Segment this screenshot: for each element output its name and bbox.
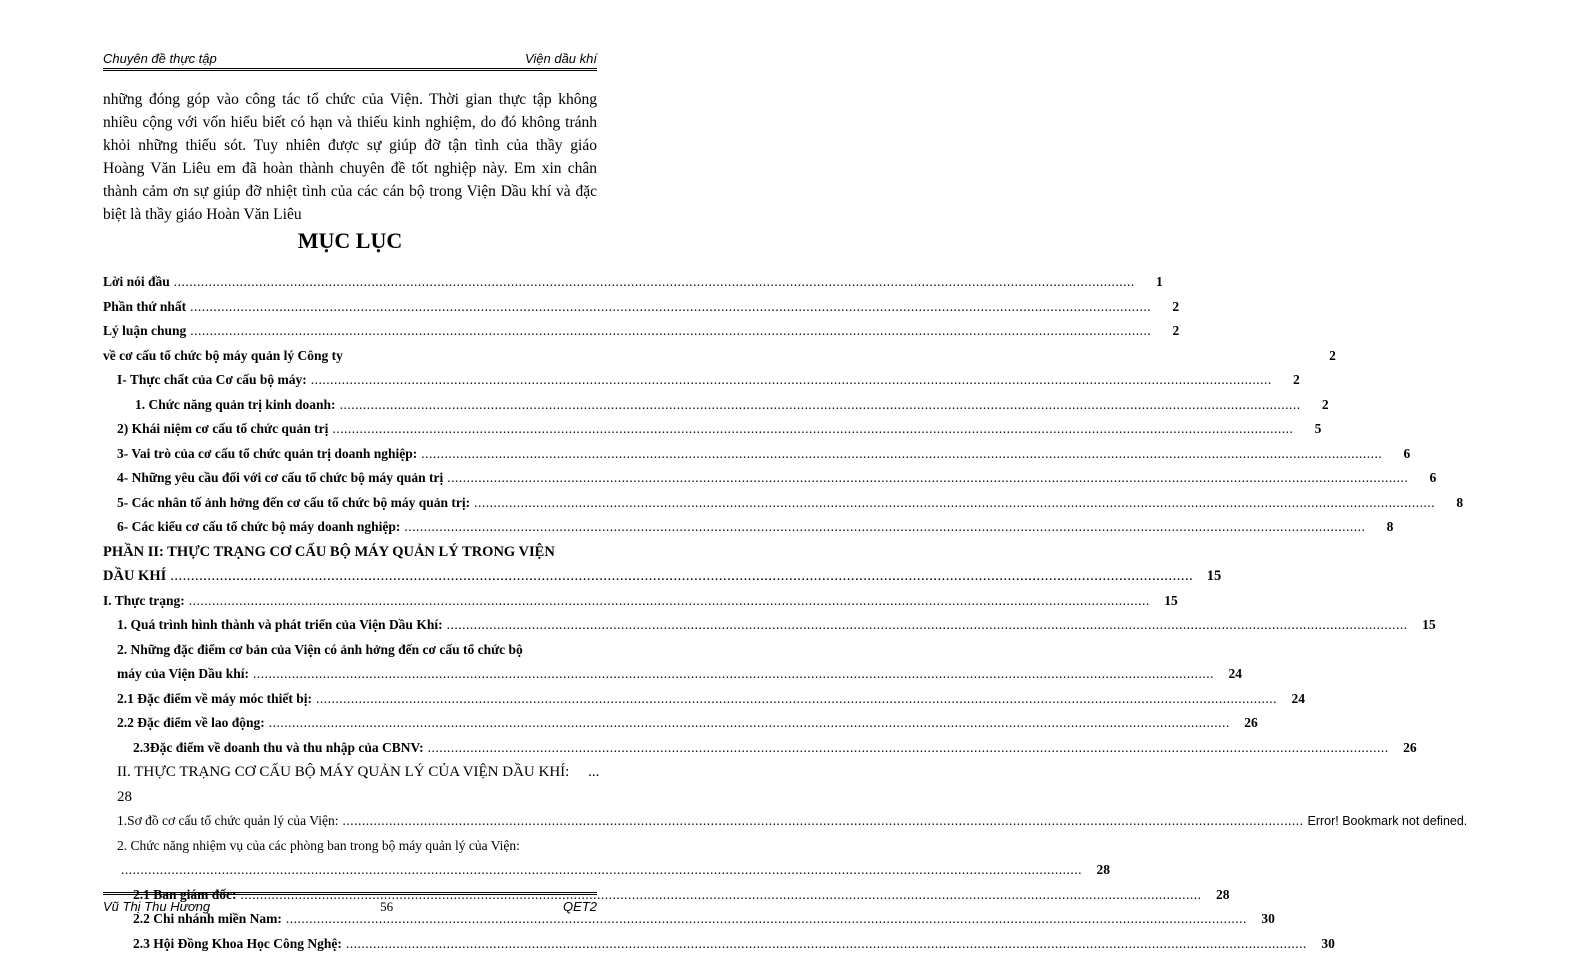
toc-entry-page: 2 <box>1172 323 1180 338</box>
toc-leader <box>474 491 1435 516</box>
toc-leader <box>421 442 1382 467</box>
toc-entry[interactable] <box>103 858 1110 883</box>
toc-entry-text: Phần thứ nhất <box>103 298 187 314</box>
toc-entry-text: Lý luận chung <box>103 323 187 338</box>
toc-entry-page: 24 <box>1228 666 1243 681</box>
intro-line: thành cảm ơn sự giúp đỡ nhiệt tình của các cán bộ trong Viện Dầu khí và đặc <box>103 183 597 200</box>
toc-entry-page: 30 <box>1321 935 1335 951</box>
toc-leader <box>253 662 1214 687</box>
toc-leader <box>447 613 1408 638</box>
toc-entry[interactable] <box>103 491 1464 516</box>
page-header <box>103 44 597 71</box>
toc-entry-page: 15 <box>1206 568 1222 584</box>
toc-entry-page: ... <box>588 764 600 780</box>
header-right: Viện dầu khí <box>524 51 597 66</box>
toc-entry[interactable] <box>103 809 1468 834</box>
toc-entry[interactable] <box>103 760 600 785</box>
toc-entry-page: 30 <box>1261 911 1275 926</box>
toc-entry[interactable] <box>103 834 597 859</box>
toc-entry-text: PHẦN II: THỰC TRẠNG CƠ CẤU BỘ MÁY QUẢN LÝ TRONG VIỆN <box>103 543 555 560</box>
toc-entry[interactable] <box>103 295 1180 320</box>
toc-entry-page: 28 <box>1096 862 1110 877</box>
toc-entry[interactable] <box>103 417 1322 442</box>
toc-entry-page: 2 <box>1292 372 1300 387</box>
toc-entry[interactable] <box>103 589 1178 614</box>
intro-line: biệt là thầy giáo Hoàn Văn Liêu <box>103 206 302 223</box>
toc-leader <box>269 711 1230 736</box>
toc-entry-text: máy của Viện Dầu khí: <box>117 666 250 681</box>
toc-entry-page: 15 <box>1164 592 1178 608</box>
toc-leader <box>447 466 1408 491</box>
toc-leader <box>332 417 1293 442</box>
table-of-contents <box>103 270 1468 956</box>
toc-entry[interactable] <box>103 638 597 663</box>
toc-entry[interactable] <box>103 540 597 565</box>
toc-entry[interactable] <box>103 270 1163 295</box>
toc-entry[interactable] <box>103 442 1411 467</box>
intro-line: nhiều cộng với vốn hiểu biết có hạn và thiếu kinh nghiệm, do đó không tránh <box>103 114 597 131</box>
toc-leader <box>340 393 1301 418</box>
toc-entry-page: 2 <box>1172 298 1180 314</box>
toc-title: MỤC LỤC <box>297 228 403 253</box>
toc-entry-page: 26 <box>1403 739 1417 755</box>
toc-entry-page: Error! Bookmark not defined. <box>1307 814 1468 828</box>
toc-entry-text: 1.Sơ đồ cơ cấu tổ chức quản lý của Viện: <box>117 813 339 828</box>
toc-entry[interactable] <box>103 344 1336 369</box>
toc-leader <box>311 368 1272 393</box>
toc-entry-text: 2.3 Hội Đồng Khoa Học Công Nghệ: <box>133 935 342 951</box>
toc-entry-text: 28 <box>117 788 132 805</box>
toc-leader <box>428 736 1389 761</box>
toc-entry-page: 1 <box>1156 274 1163 289</box>
toc-leader <box>121 858 1082 883</box>
footer-author: Vũ Thị Thu Hương <box>103 899 211 914</box>
toc-entry-text: 1. Quá trình hình thành và phát triển của Viện Dầu Khí: <box>117 617 443 632</box>
toc-entry-page: 28 <box>1216 886 1230 902</box>
toc-entry-text: 4- Những yêu cầu đối với cơ cấu tổ chức bộ máy quản trị <box>117 470 444 485</box>
toc-entry-text: 5- Các nhân tố ảnh hởng đến cơ cấu tổ chức bộ máy quản trị: <box>117 494 471 510</box>
intro-line: những đóng góp vào công tác tổ chức của Viện. Thời gian thực tập không <box>103 91 597 108</box>
toc-entry-page: 24 <box>1291 690 1305 706</box>
toc-entry-text: 2.3Đặc điểm về doanh thu và thu nhập của CBNV: <box>133 739 424 755</box>
toc-leader <box>189 589 1150 614</box>
toc-entry[interactable] <box>103 736 1417 761</box>
toc-entry[interactable] <box>103 393 1329 418</box>
toc-entry-page: 5 <box>1314 421 1322 436</box>
toc-entry-page: 2 <box>1321 396 1329 412</box>
toc-entry-text: 2.1 Đặc điểm về máy móc thiết bị: <box>117 690 312 706</box>
intro-paragraph <box>103 88 597 226</box>
toc-entry[interactable] <box>103 932 1335 957</box>
intro-line: khỏi những thiếu sót. Tuy nhiên được sự giúp đỡ tận tình của thầy giáo <box>103 137 597 154</box>
page-number: 56 <box>380 899 394 914</box>
toc-entry[interactable] <box>103 319 1180 344</box>
header-left: Chuyên đề thực tập <box>103 51 217 66</box>
toc-entry-page: 8 <box>1456 494 1464 510</box>
toc-entry-page: 6 <box>1403 445 1411 461</box>
toc-leader <box>170 564 1193 589</box>
toc-entry-text: 6- Các kiểu cơ cấu tổ chức bộ máy doanh nghiệp: <box>117 519 401 534</box>
toc-entry[interactable] <box>103 785 597 810</box>
toc-entry[interactable] <box>103 564 1222 589</box>
toc-entry[interactable] <box>103 662 1243 687</box>
toc-entry-text: 2) Khái niệm cơ cấu tổ chức quản trị <box>117 421 329 436</box>
toc-entry-page: 8 <box>1386 519 1394 534</box>
toc-leader <box>174 270 1135 295</box>
toc-entry-page: 15 <box>1422 617 1436 632</box>
toc-entry-text: I- Thực chất của Cơ cấu bộ máy: <box>117 372 307 387</box>
toc-entry-page: 26 <box>1244 715 1258 730</box>
toc-leader <box>190 319 1151 344</box>
toc-entry-text: 2. Những đặc điểm cơ bản của Viện có ảnh hởng đến cơ cấu tổ chức bộ <box>117 641 523 657</box>
intro-line: Hoàng Văn Liêu em đã hoàn thành chuyên đề tốt nghiệp này. Em xin chân <box>103 160 597 177</box>
toc-entry-text: I. Thực trạng: <box>103 592 185 608</box>
toc-entry-text: 2.2 Chi nhánh miền Nam: <box>133 911 282 926</box>
toc-leader <box>346 932 1307 957</box>
toc-entry[interactable] <box>103 515 1394 540</box>
page-footer <box>103 892 597 915</box>
toc-entry-text: DẦU KHÍ <box>103 568 167 584</box>
toc-entry[interactable] <box>103 368 1300 393</box>
toc-entry-page: 2 <box>1329 347 1336 363</box>
toc-leader <box>190 295 1151 320</box>
toc-entry-text: về cơ cấu tổ chức bộ máy quản lý Công ty <box>103 347 343 363</box>
toc-entry[interactable] <box>103 711 1258 736</box>
toc-entry[interactable] <box>103 466 1437 491</box>
toc-entry-text: 2.1 Ban giám đốc: <box>133 886 237 902</box>
toc-leader <box>316 687 1277 712</box>
toc-entry-text: 2. Chức năng nhiệm vụ của các phòng ban trong bộ máy quản lý của Viện: <box>117 837 520 853</box>
toc-entry-text: 1. Chức năng quản trị kinh doanh: <box>135 396 336 412</box>
toc-leader <box>404 515 1365 540</box>
footer-class: QET2 <box>563 899 597 914</box>
toc-entry[interactable] <box>103 613 1436 638</box>
toc-entry-text: 2.2 Đặc điểm về lao động: <box>117 715 265 730</box>
toc-entry[interactable] <box>103 687 1305 712</box>
toc-leader <box>342 809 1303 834</box>
toc-entry-text: II. THỰC TRẠNG CƠ CẤU BỘ MÁY QUẢN LÝ CỦA VIỆN DẦU KHÍ: <box>117 764 570 780</box>
toc-entry-text: Lời nói đầu <box>103 274 170 289</box>
toc-entry-page: 6 <box>1429 470 1437 485</box>
toc-entry-text: 3- Vai trò của cơ cấu tổ chức quản trị doanh nghiệp: <box>117 445 418 461</box>
